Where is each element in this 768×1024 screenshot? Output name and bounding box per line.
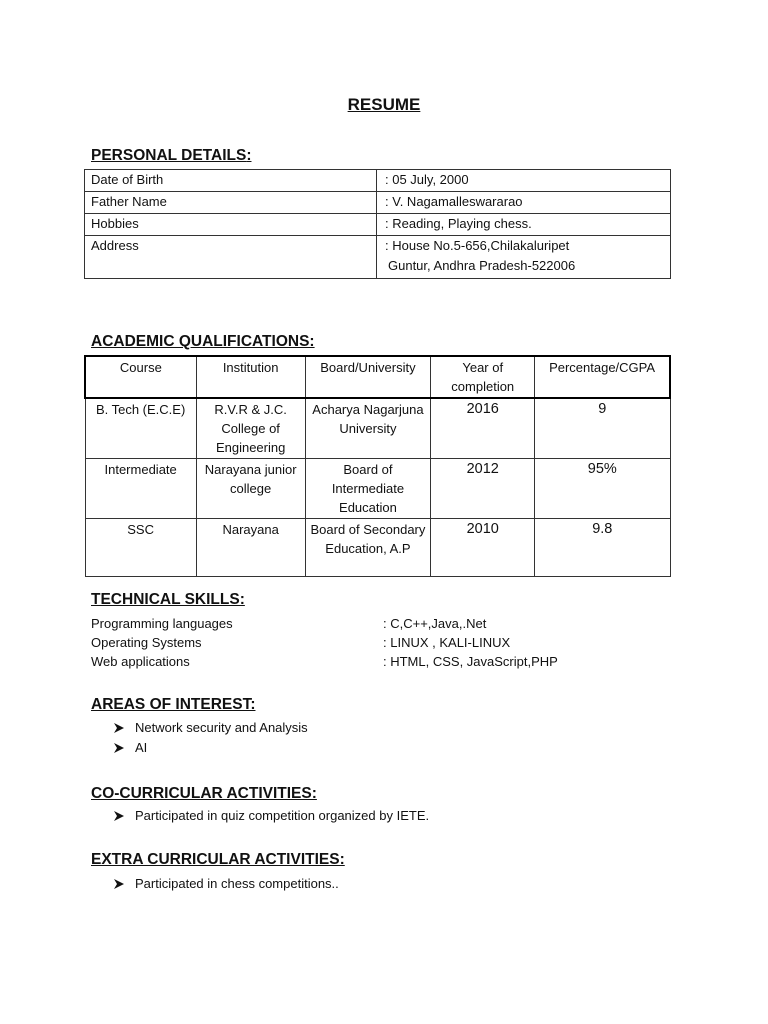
academic-heading: ACADEMIC QUALIFICATIONS: [91, 333, 315, 350]
cell-course: B. Tech (E.C.E) [85, 398, 196, 459]
personal-details-heading [91, 147, 251, 165]
list-item [91, 614, 671, 633]
cell-board: Board of Secondary Education, A.P [305, 519, 431, 577]
list-item-text: Participated in quiz competition organized by IETE. [135, 808, 430, 823]
table-row [85, 459, 670, 519]
personal-details-heading-text: PERSONAL DETAILS [91, 147, 247, 164]
list-item-text: AI [135, 740, 148, 755]
cell-course: SSC [85, 519, 196, 577]
table-row [85, 398, 670, 459]
technical-skills-list [91, 614, 671, 671]
table-row [85, 214, 671, 236]
personal-details-table [84, 169, 671, 279]
extra-curricular-list [113, 874, 339, 894]
cell-percentage: 9.8 [535, 519, 670, 577]
table-row [85, 519, 670, 577]
column-header-institution: Institution [196, 356, 305, 398]
areas-of-interest-heading: AREAS OF INTEREST: [91, 696, 256, 713]
column-header-course: Course [85, 356, 196, 398]
arrow-bullet-icon [113, 878, 135, 890]
skill-value: : C,C++,Java,.Net [383, 616, 487, 631]
list-item-text: Network security and Analysis [135, 720, 308, 735]
list-item-text: Participated in chess competitions.. [135, 876, 339, 891]
address-value [377, 236, 671, 279]
skill-value: : LINUX , KALI-LINUX [383, 635, 511, 650]
address-label: Address [85, 236, 377, 279]
column-header-year: Year of completion [431, 356, 535, 398]
cell-course: Intermediate [85, 459, 196, 519]
cell-percentage: 9 [535, 398, 670, 459]
hobbies-label: Hobbies [85, 214, 377, 236]
cell-institution: Narayana junior college [196, 459, 305, 519]
extra-curricular-heading: EXTRA CURRICULAR ACTIVITIES: [91, 851, 345, 868]
cell-board: Acharya Nagarjuna University [305, 398, 431, 459]
arrow-bullet-icon [113, 742, 135, 754]
table-row [85, 192, 671, 214]
table-header-row [85, 356, 670, 398]
dob-label: Date of Birth [85, 170, 377, 192]
cell-institution: R.V.R & J.C. College of Engineering [196, 398, 305, 459]
cell-year: 2010 [431, 519, 535, 577]
skill-label: Web applications [91, 654, 190, 669]
arrow-bullet-icon [113, 810, 135, 822]
dob-value: : 05 July, 2000 [377, 170, 671, 192]
address-line-1: : House No.5-656,Chilakaluripet [385, 238, 570, 253]
list-item [113, 738, 308, 758]
address-line-2: Guntur, Andhra Pradesh-522006 [388, 258, 576, 273]
list-item [91, 633, 671, 652]
table-row [85, 170, 671, 192]
areas-of-interest-list [113, 718, 308, 758]
co-curricular-list [113, 806, 429, 826]
co-curricular-heading: CO-CURRICULAR ACTIVITIES: [91, 785, 317, 802]
skill-value: : HTML, CSS, JavaScript,PHP [383, 654, 558, 669]
list-item [113, 874, 339, 894]
cell-year: 2012 [431, 459, 535, 519]
cell-institution: Narayana [196, 519, 305, 577]
technical-skills-heading: TECHNICAL SKILLS: [91, 591, 245, 608]
hobbies-value: : Reading, Playing chess. [377, 214, 671, 236]
personal-details-heading-colon: : [246, 147, 252, 164]
resume-title: RESUME [347, 95, 421, 114]
list-item [113, 806, 429, 826]
arrow-bullet-icon [113, 722, 135, 734]
cell-percentage: 95% [535, 459, 670, 519]
table-row [85, 236, 671, 279]
skill-label: Operating Systems [91, 635, 202, 650]
column-header-board: Board/University [305, 356, 431, 398]
father-name-label: Father Name [85, 192, 377, 214]
skill-label: Programming languages [91, 616, 233, 631]
list-item [113, 718, 308, 738]
cell-year: 2016 [431, 398, 535, 459]
father-name-value: : V. Nagamalleswararao [377, 192, 671, 214]
academic-table [84, 355, 671, 577]
cell-board: Board of Intermediate Education [305, 459, 431, 519]
list-item [91, 652, 671, 671]
column-header-percentage: Percentage/CGPA [535, 356, 670, 398]
